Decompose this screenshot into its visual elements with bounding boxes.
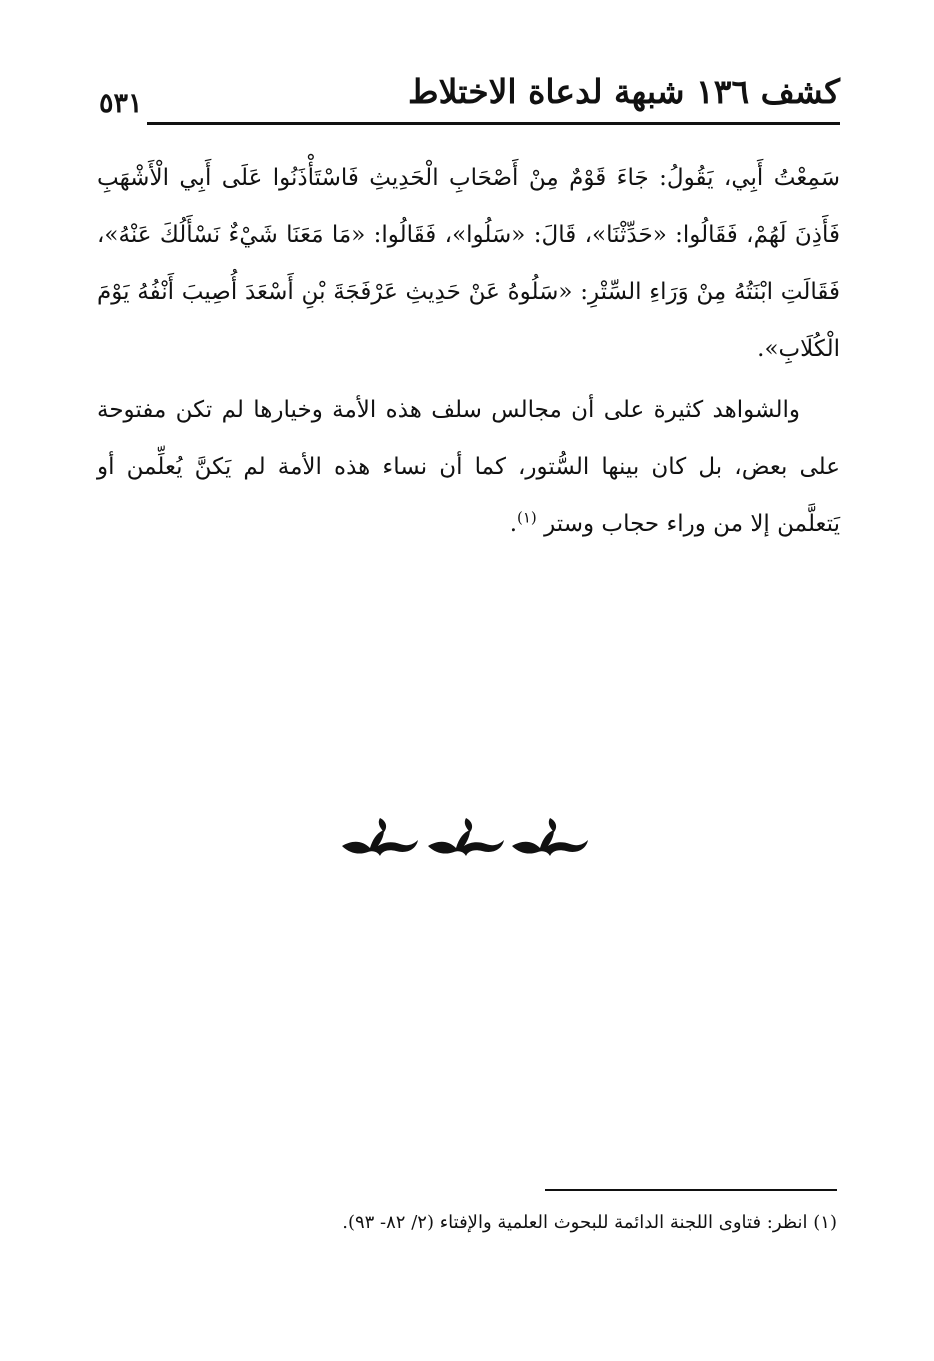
footnote-divider	[545, 1189, 837, 1191]
header-divider	[147, 122, 840, 125]
footnote-reference: (١)	[517, 508, 537, 527]
main-paragraph-text: والشواهد كثيرة على أن مجالس سلف هذه الأمة وخيارها لم تكن مفتوحة على بعض، بل كان بينها السُّتور، كما أن نساء هذه الأمة لم يَكنَّ يُعلِّمن أو يَتعلَّمن إلا من وراء حجاب وستر	[97, 397, 840, 537]
ornament-motif	[428, 818, 504, 856]
main-paragraph	[97, 382, 840, 553]
section-ornament-icon	[340, 818, 590, 864]
book-title: كشف ١٣٦ شبهة لدعاة الاختلاط	[408, 72, 840, 111]
ornament-motif	[512, 818, 588, 856]
quote-paragraph: سَمِعْتُ أَبِي، يَقُولُ: جَاءَ قَوْمٌ مِنْ أَصْحَابِ الْحَدِيثِ فَاسْتَأْذَنُوا عَلَى أَبِي الْأَشْهَبِ فَأَذِنَ لَهُمْ، فَقَالُوا: «حَدِّثْنَا»، قَالَ: «سَلُوا»، فَقَالُوا: «مَا مَعَنَا شَيْءٌ نَسْأَلُكَ عَنْهُ»، فَقَالَتِ ابْنَتُهُ مِنْ وَرَاءِ السِّتْرِ: «سَلُوهُ عَنْ حَدِيثِ عَرْفَجَةَ بْنِ أَسْعَدَ أُصِيبَ أَنْفُهُ يَوْمَ الْكُلَابِ».	[97, 165, 840, 362]
paragraph-end-mark: .	[509, 511, 517, 537]
ornament-motif	[342, 818, 418, 856]
footnote: (١) انظر: فتاوى اللجنة الدائمة للبحوث العلمية والإفتاء (٢/ ٨٢- ٩٣).	[342, 1212, 837, 1233]
page-number: ٥٣١	[99, 88, 143, 119]
page-header	[95, 62, 840, 132]
body-text	[97, 150, 840, 553]
